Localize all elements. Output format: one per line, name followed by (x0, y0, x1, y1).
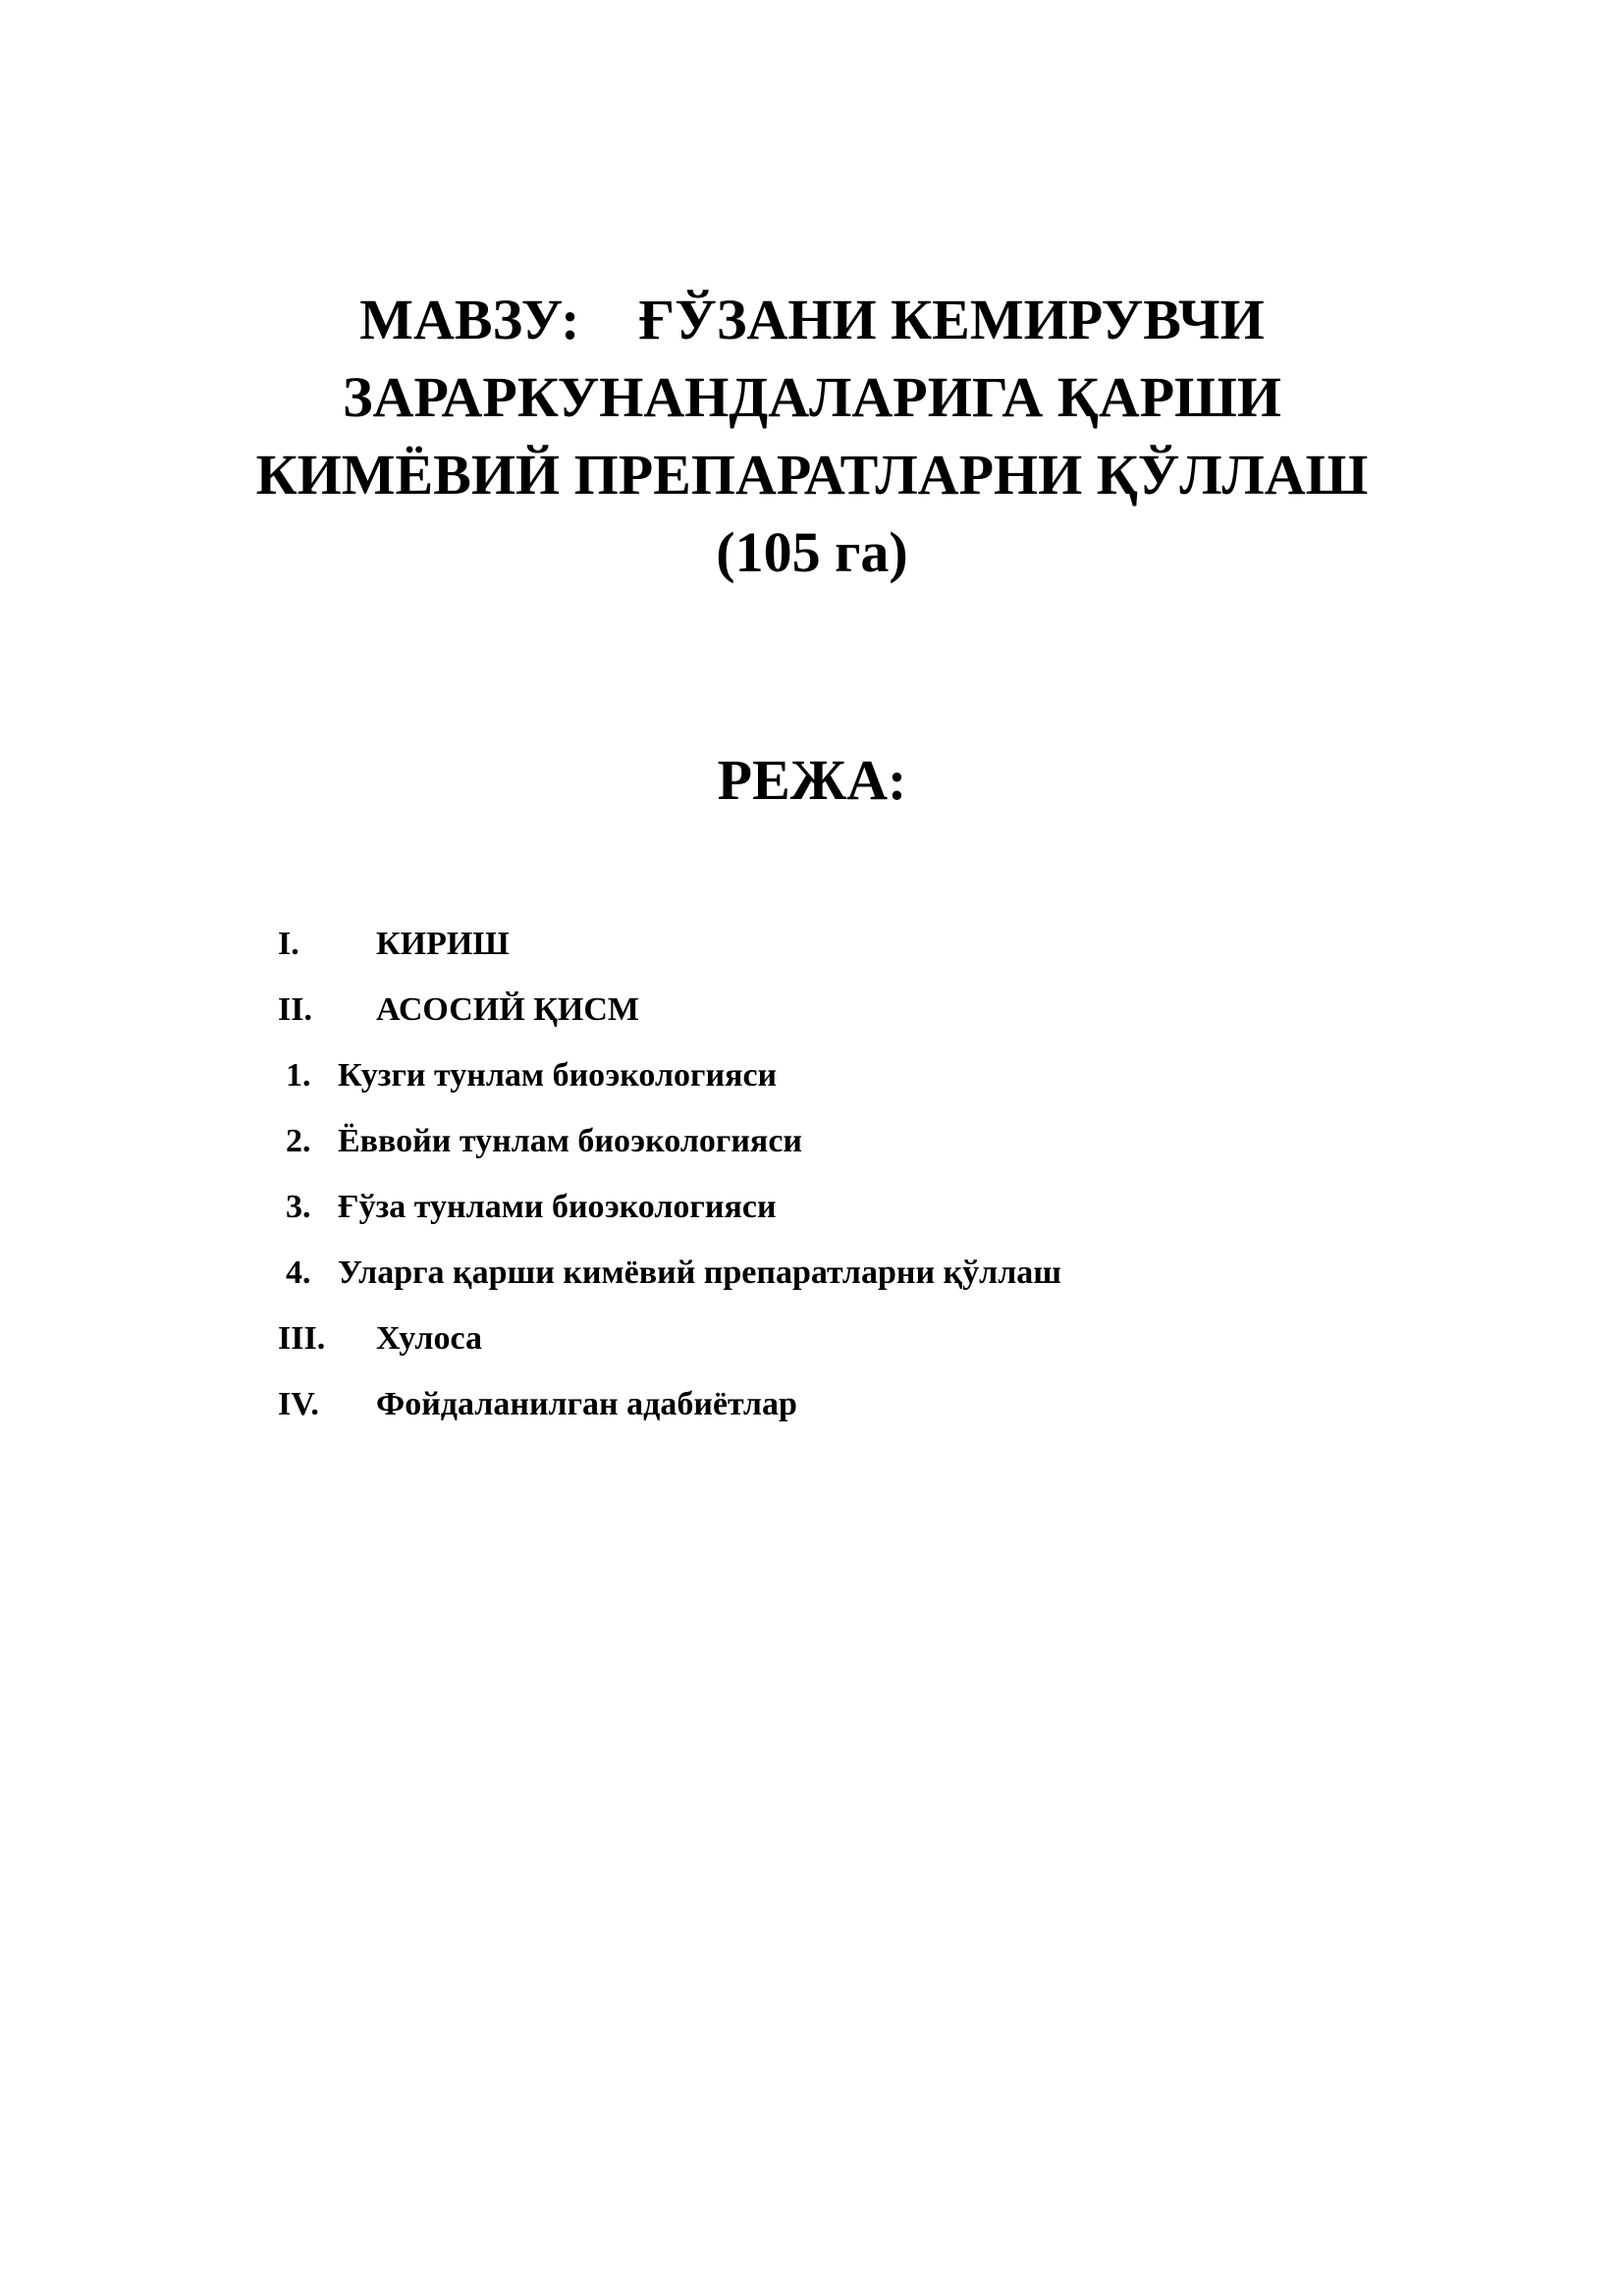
title-topic-text: ҒЎЗАНИ КЕМИРУВЧИ (638, 288, 1265, 351)
title-line-3: КИМЁВИЙ ПРЕПАРАТЛАРНИ ҚЎЛЛАШ (255, 443, 1369, 507)
plan-item-text: Ғўза тунлами биоэкологияси (338, 1189, 777, 1225)
plan-item-marker: 4. (286, 1255, 311, 1291)
plan-item-marker: I. (278, 926, 299, 962)
plan-item-text: АСОСИЙ ҚИСМ (376, 991, 639, 1028)
plan-item-marker: 3. (286, 1189, 311, 1225)
plan-item-text: КИРИШ (376, 926, 510, 962)
plan-item-marker: IV. (278, 1386, 319, 1422)
plan-item-marker: 1. (286, 1057, 311, 1094)
title-line-4: (105 га) (716, 520, 908, 584)
plan-item-text: Ёввойи тунлам биоэкологияси (338, 1123, 802, 1159)
plan-item-text: Уларга қарши кимёвий препаратларни қўллаш (338, 1255, 1061, 1291)
plan-item-marker: III. (278, 1320, 326, 1357)
plan-item-marker: 2. (286, 1123, 311, 1159)
title-line-2: ЗАРАРКУНАНДАЛАРИГА ҚАРШИ (343, 365, 1281, 429)
plan-item-marker: II. (278, 991, 312, 1028)
plan-item-text: Хулоса (376, 1320, 482, 1357)
title-topic-label: МАВЗУ: (359, 288, 580, 351)
plan-heading: РЕЖА: (717, 748, 907, 812)
plan-item-text: Кузги тунлам биоэкологияси (338, 1057, 778, 1094)
plan-item-text: Фойдаланилган адабиётлар (376, 1386, 797, 1422)
